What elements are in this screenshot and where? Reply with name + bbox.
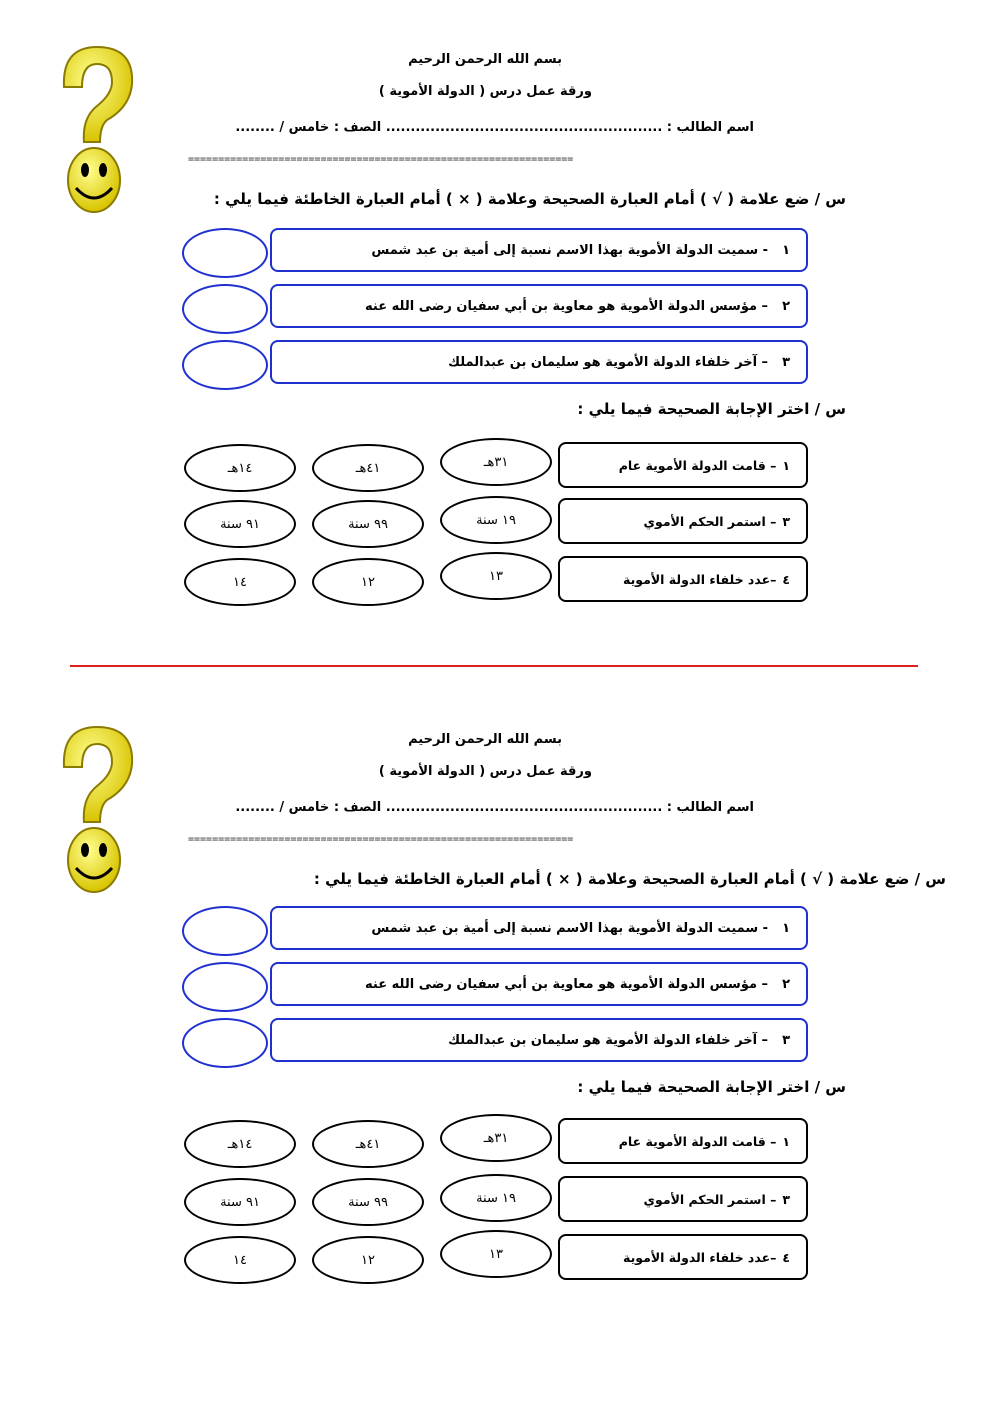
- basmala: بسم الله الرحمن الرحيم: [408, 732, 562, 747]
- q1-heading: س / ضع علامة ( √ ) أمام العبارة الصحيحة وعلامة ( × ) أمام العبارة الخاطئة فيما يلي :: [213, 190, 846, 208]
- mc-question-1: ١ – قامت الدولة الأموية عام: [558, 1118, 808, 1164]
- answer-oval-3[interactable]: [182, 340, 268, 390]
- student-info-line[interactable]: اسم الطالب : ........................................................ الصف : خامس / ........: [235, 800, 754, 815]
- answer-oval-2[interactable]: [182, 284, 268, 334]
- option-3-b[interactable]: ١٢: [312, 1236, 424, 1284]
- statement-2: ٢ – مؤسس الدولة الأموية هو معاوية بن أبي سفيان رضى الله عنه: [270, 284, 808, 328]
- separator-line: ================================================================: [188, 834, 574, 845]
- option-2-b[interactable]: ٩٩ سنة: [312, 1178, 424, 1226]
- option-3-c[interactable]: ١٤: [184, 558, 296, 606]
- statement-1: ١ - سميت الدولة الأموية بهذا الاسم نسبة إلى أمية بن عبد شمس: [270, 228, 808, 272]
- basmala: بسم الله الرحمن الرحيم: [408, 52, 562, 67]
- q2-heading: س / اختر الإجابة الصحيحة فيما يلي :: [577, 1078, 846, 1096]
- question-smiley-icon: [52, 42, 142, 222]
- option-3-a[interactable]: ١٣: [440, 1230, 552, 1278]
- q2-heading: س / اختر الإجابة الصحيحة فيما يلي :: [577, 400, 846, 418]
- option-1-c[interactable]: ١٤هـ: [184, 1120, 296, 1168]
- worksheet-title: ورقة عمل درس ( الدولة الأموية ): [378, 764, 592, 779]
- red-divider: [70, 665, 918, 667]
- student-info-line[interactable]: اسم الطالب : ........................................................ الصف : خامس / ........: [235, 120, 754, 135]
- option-3-b[interactable]: ١٢: [312, 558, 424, 606]
- statement-1: ١ - سميت الدولة الأموية بهذا الاسم نسبة إلى أمية بن عبد شمس: [270, 906, 808, 950]
- option-2-c[interactable]: ٩١ سنة: [184, 1178, 296, 1226]
- answer-oval-3[interactable]: [182, 1018, 268, 1068]
- answer-oval-1[interactable]: [182, 906, 268, 956]
- q1-heading: س / ضع علامة ( √ ) أمام العبارة الصحيحة وعلامة ( × ) أمام العبارة الخاطئة فيما يلي :: [313, 870, 946, 888]
- worksheet-top: [0, 0, 992, 660]
- answer-oval-1[interactable]: [182, 228, 268, 278]
- mc-question-1: ١ – قامت الدولة الأموية عام: [558, 442, 808, 488]
- mc-question-2: ٣ – استمر الحكم الأموي: [558, 498, 808, 544]
- statement-2: ٢ – مؤسس الدولة الأموية هو معاوية بن أبي سفيان رضى الله عنه: [270, 962, 808, 1006]
- mc-question-3: ٤ –عدد خلفاء الدولة الأموية: [558, 1234, 808, 1280]
- option-2-b[interactable]: ٩٩ سنة: [312, 500, 424, 548]
- worksheet-title: ورقة عمل درس ( الدولة الأموية ): [378, 84, 592, 99]
- option-1-b[interactable]: ٤١هـ: [312, 444, 424, 492]
- worksheet-bottom: [0, 680, 992, 1340]
- option-1-a[interactable]: ٣١هـ: [440, 1114, 552, 1162]
- separator-line: ================================================================: [188, 154, 574, 165]
- statement-3: ٣ – آخر خلفاء الدولة الأموية هو سليمان بن عبدالملك: [270, 340, 808, 384]
- option-2-a[interactable]: ١٩ سنة: [440, 1174, 552, 1222]
- option-1-a[interactable]: ٣١هـ: [440, 438, 552, 486]
- option-3-c[interactable]: ١٤: [184, 1236, 296, 1284]
- option-2-c[interactable]: ٩١ سنة: [184, 500, 296, 548]
- question-smiley-icon: [52, 722, 142, 902]
- mc-question-3: ٤ –عدد خلفاء الدولة الأموية: [558, 556, 808, 602]
- option-1-c[interactable]: ١٤هـ: [184, 444, 296, 492]
- option-2-a[interactable]: ١٩ سنة: [440, 496, 552, 544]
- option-3-a[interactable]: ١٣: [440, 552, 552, 600]
- answer-oval-2[interactable]: [182, 962, 268, 1012]
- statement-3: ٣ – آخر خلفاء الدولة الأموية هو سليمان بن عبدالملك: [270, 1018, 808, 1062]
- mc-question-2: ٣ – استمر الحكم الأموي: [558, 1176, 808, 1222]
- option-1-b[interactable]: ٤١هـ: [312, 1120, 424, 1168]
